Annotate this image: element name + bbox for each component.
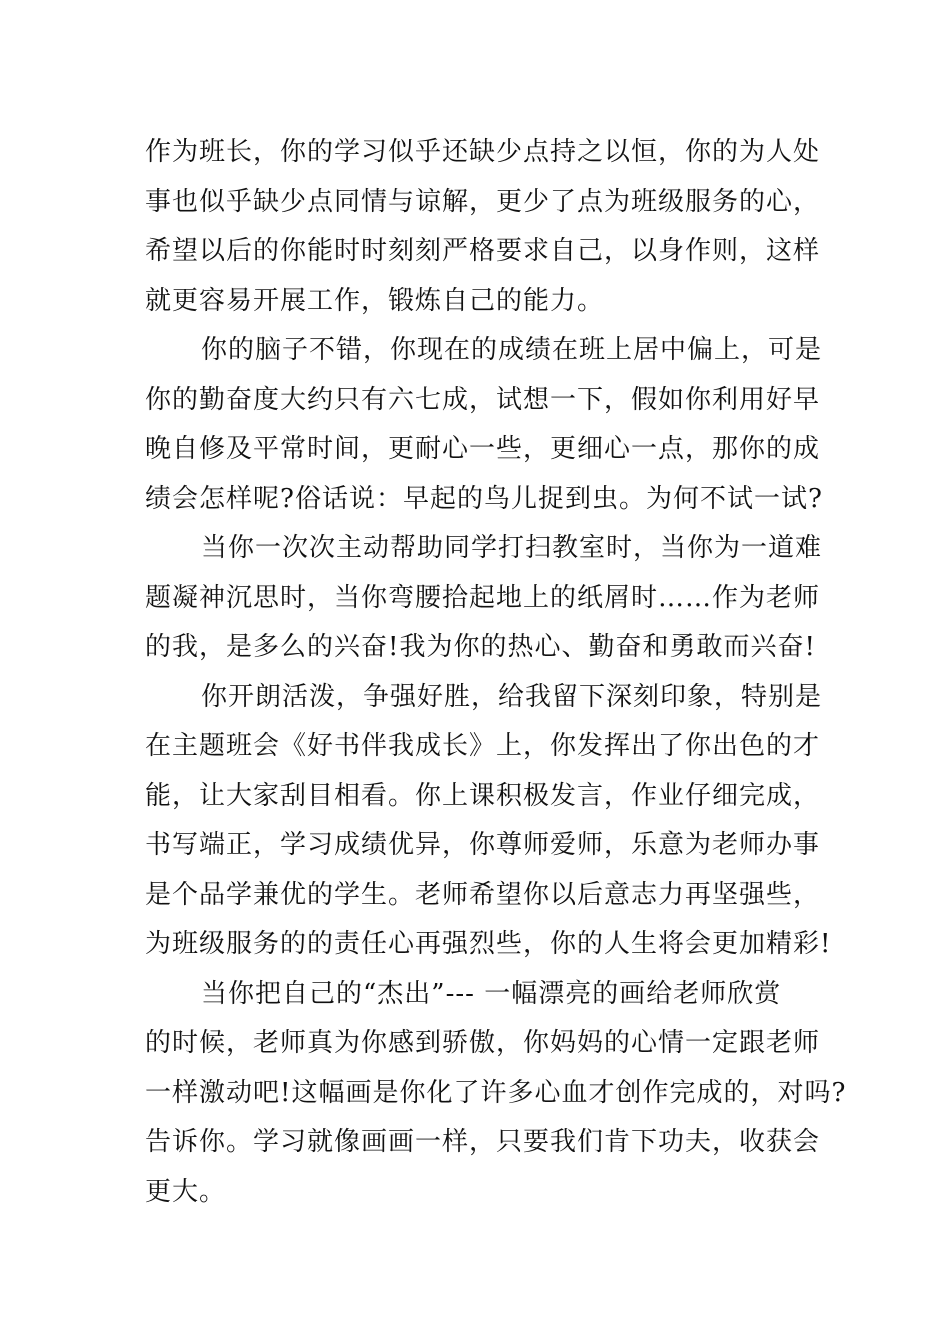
text-line: 是个品学兼优的学生。老师希望你以后意志力再坚强些， — [145, 879, 821, 910]
text-line: 能，让大家刮目相看。你上课积极发言，作业仔细完成， — [145, 780, 821, 811]
text-line: 题凝神沉思时，当你弯腰拾起地上的纸屑时……作为老师 — [145, 582, 821, 613]
paragraph-4 — [145, 673, 832, 970]
text-line: 在主题班会《好书伴我成长》上，你发挥出了你出色的才 — [145, 731, 821, 761]
paragraph-5 — [145, 970, 847, 1218]
text-line: 绩会怎样呢?俗话说：早起的鸟儿捉到虫。为何不试一试? — [145, 483, 823, 514]
text-line: 告诉你。学习就像画画一样，只要我们肯下功夫，收获会 — [145, 1127, 821, 1157]
document-body — [145, 128, 847, 1217]
text-line: 的时候，老师真为你感到骄傲，你妈妈的心情一定跟老师 — [145, 1028, 821, 1058]
paragraph-1 — [145, 128, 825, 326]
text-line: 就更容易开展工作，锻炼自己的能力。 — [145, 285, 605, 316]
text-line: 当你把自己的“杰出”--- 一幅漂亮的画给老师欣赏 — [201, 978, 782, 1009]
paragraph-2 — [145, 326, 825, 524]
text-line: 你开朗活泼，争强好胜，给我留下深刻印象，特别是 — [201, 681, 823, 712]
text-line: 更大。 — [145, 1176, 227, 1207]
text-line: 你的脑子不错，你现在的成绩在班上居中偏上，可是 — [201, 335, 823, 365]
text-line: 事也似乎缺少点同情与谅解，更少了点为班级服务的心， — [145, 186, 821, 217]
text-line: 一样激动吧!这幅画是你化了许多心血才创作完成的，对吗? — [145, 1077, 847, 1108]
text-line: 书写端正，学习成绩优异，你尊师爱师，乐意为老师办事 — [145, 830, 821, 860]
text-line: 的我，是多么的兴奋!我为你的热心、勤奋和勇敢而兴奋! — [145, 632, 816, 662]
paragraph-3 — [145, 524, 825, 673]
text-line: 当你一次次主动帮助同学打扫教室时，当你为一道难 — [201, 533, 823, 563]
text-line: 晚自修及平常时间，更耐心一些，更细心一点，那你的成 — [145, 434, 821, 464]
text-line: 为班级服务的的责任心再强烈些，你的人生将会更加精彩! — [145, 929, 832, 959]
text-line: 你的勤奋度大约只有六七成，试想一下，假如你利用好早 — [145, 384, 821, 415]
text-line: 希望以后的你能时时刻刻严格要求自己，以身作则，这样 — [145, 236, 821, 266]
text-line: 作为班长，你的学习似乎还缺少点持之以恒，你的为人处 — [145, 137, 821, 167]
